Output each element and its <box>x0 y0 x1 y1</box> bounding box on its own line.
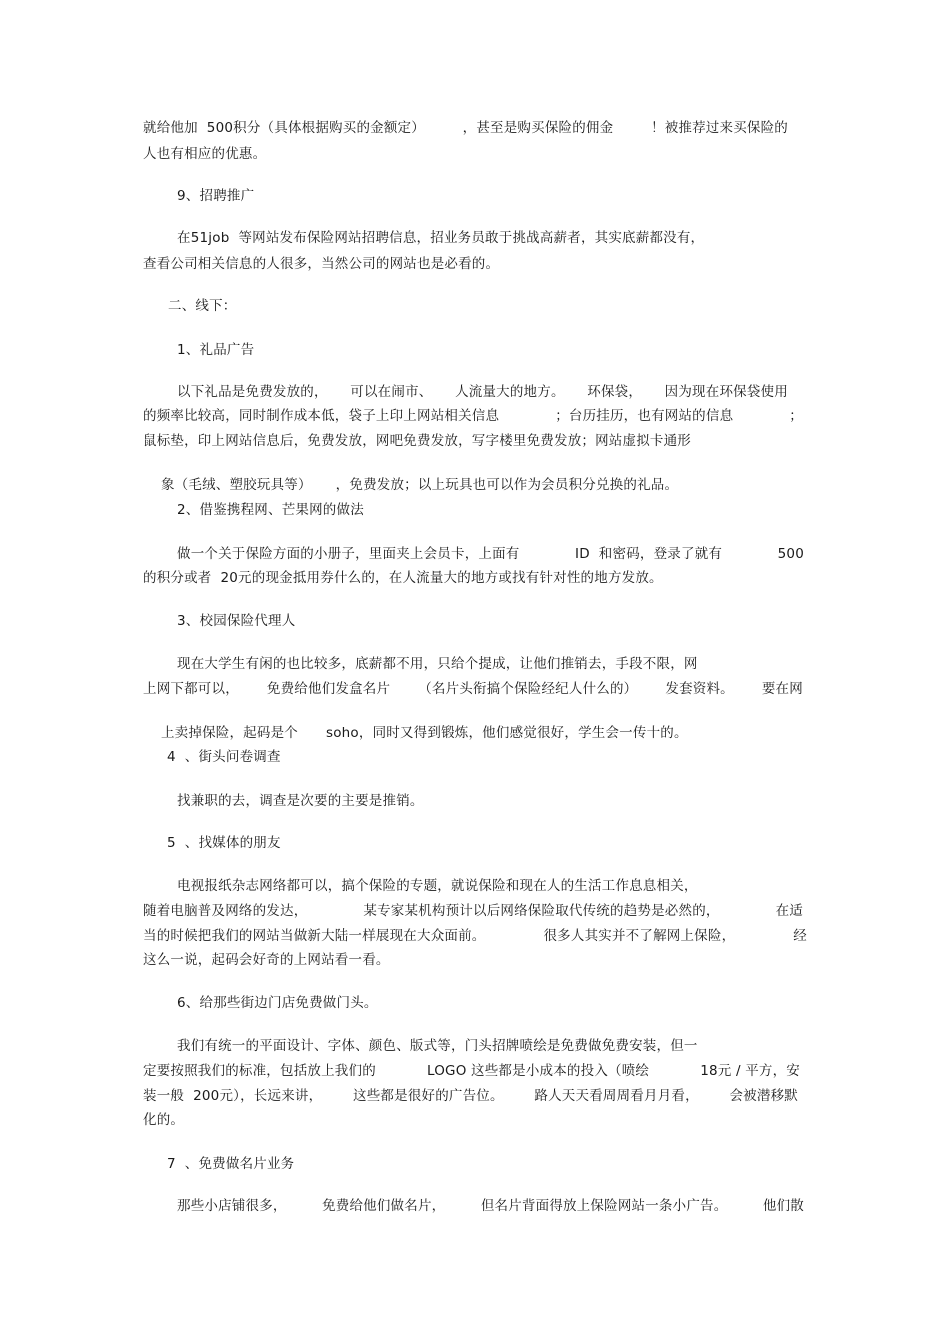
paragraph-line: 当的时候把我们的网站当做新大陆一样展现在大众面前。 很多人其实并不了解网上保险， 经 <box>143 928 807 944</box>
paragraph-line: 象（毛绒、塑胶玩具等） ，免费发放；以上玩具也可以作为会员积分兑换的礼品。 <box>160 477 679 493</box>
paragraph-line: 定要按照我们的标准，包括放上我们的 LOGO 这些都是小成本的投入（喷绘 18元 / 平方，安 <box>143 1063 800 1079</box>
paragraph-line: 化的。 <box>143 1112 185 1128</box>
section-heading: 9、招聘推广 <box>177 188 255 204</box>
paragraph-line: 就给他加 500积分（具体根据购买的金额定） ，甚至是购买保险的佣金 ！被推荐过来买保险的 <box>143 120 788 136</box>
paragraph-line: 我们有统一的平面设计、字体、颜色、版式等，门头招牌喷绘是免费做免费安装，但一 <box>177 1038 698 1054</box>
section-heading: 二、线下： <box>168 298 237 314</box>
paragraph-line: 鼠标垫，印上网站信息后，免费发放，网吧免费发放，写字楼里免费发放；网站虚拟卡通形 <box>143 433 691 449</box>
section-heading: 4 、街头问卷调查 <box>167 749 281 765</box>
paragraph-line: 以下礼品是免费发放的， 可以在闹市、 人流量大的地方。 环保袋， 因为现在环保袋使用 <box>177 384 788 400</box>
section-heading: 7 、免费做名片业务 <box>167 1156 295 1172</box>
paragraph-line: 这么一说，起码会好奇的上网站看一看。 <box>143 952 390 968</box>
section-heading: 3、校园保险代理人 <box>177 613 296 629</box>
section-heading: 2、借鉴携程网、芒果网的做法 <box>177 502 364 518</box>
section-heading: 5 、找媒体的朋友 <box>167 835 281 851</box>
paragraph-line: 装一般 200元），长远来讲， 这些都是很好的广告位。 路人天天看周周看月月看， 会被潜移默 <box>143 1088 798 1104</box>
section-heading: 1、礼品广告 <box>177 342 255 358</box>
paragraph-line: 做一个关于保险方面的小册子，里面夹上会员卡，上面有 ID 和密码，登录了就有 500 <box>177 546 804 562</box>
paragraph-line: 人也有相应的优惠。 <box>143 146 267 162</box>
paragraph-line: 现在大学生有闲的也比较多，底薪都不用，只给个提成，让他们推销去，手段不限，网 <box>177 656 698 672</box>
paragraph-line: 电视报纸杂志网络都可以，搞个保险的专题，就说保险和现在人的生活工作息息相关， <box>177 878 698 894</box>
paragraph-line: 随着电脑普及网络的发达， 某专家某机构预计以后网络保险取代传统的趋势是必然的， 在适 <box>143 903 803 919</box>
paragraph-line: 的频率比较高，同时制作成本低，袋子上印上网站相关信息 ；台历挂历，也有网站的信息 ； <box>143 408 803 424</box>
paragraph-line: 那些小店铺很多， 免费给他们做名片， 但名片背面得放上保险网站一条小广告。 他们散 <box>177 1198 804 1214</box>
paragraph-line: 上网下都可以， 免费给他们发盒名片 （名片头衔搞个保险经纪人什么的） 发套资料。 要在网 <box>143 681 803 697</box>
paragraph-line: 在51job 等网站发布保险网站招聘信息，招业务员敢于挑战高薪者，其实底薪都没有， <box>177 230 705 246</box>
paragraph-line: 上卖掉保险，起码是个 soho，同时又得到锻炼，他们感觉很好，学生会一传十的。 <box>160 725 688 741</box>
paragraph-line: 找兼职的去，调查是次要的主要是推销。 <box>177 793 424 809</box>
paragraph-line: 查看公司相关信息的人很多，当然公司的网站也是必看的。 <box>143 256 500 272</box>
paragraph-line: 的积分或者 20元的现金抵用券什么的，在人流量大的地方或找有针对性的地方发放。 <box>143 570 663 586</box>
section-heading: 6、给那些街边门店免费做门头。 <box>177 995 378 1011</box>
